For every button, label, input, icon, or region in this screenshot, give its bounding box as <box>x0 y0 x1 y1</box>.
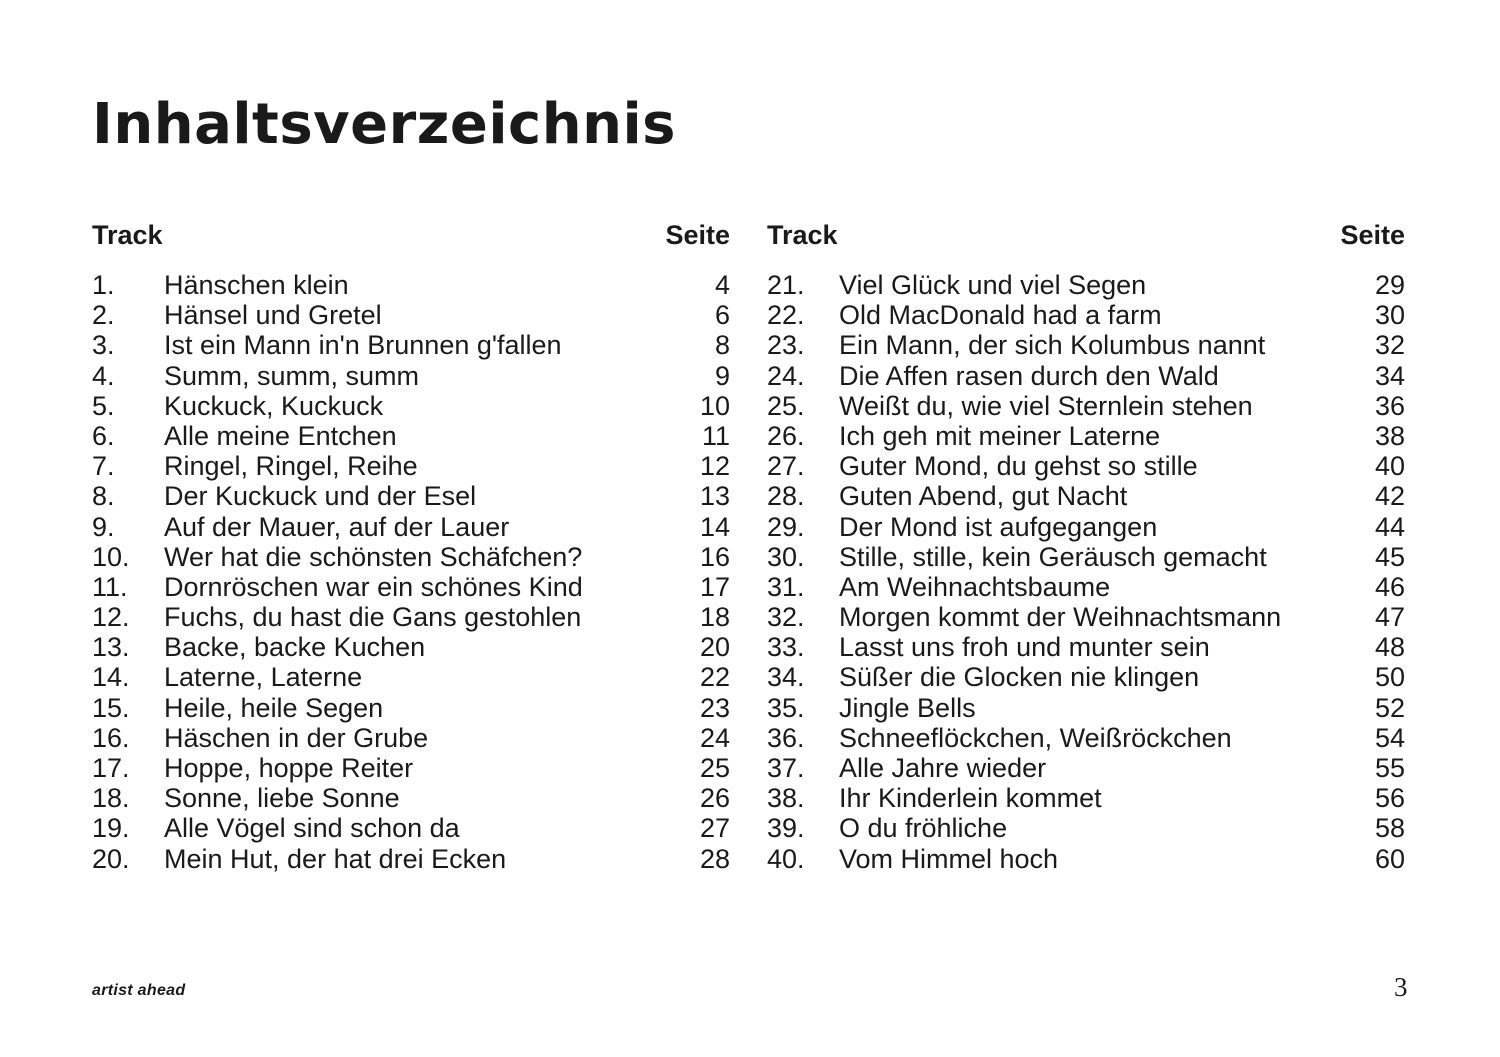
entry-title: Vom Himmel hoch <box>839 843 1059 874</box>
entry-title: Alle meine Entchen <box>164 420 397 451</box>
entry-number: 30. <box>767 541 805 572</box>
entry-page: 42 <box>1374 481 1405 512</box>
entry-page: 55 <box>1374 753 1405 783</box>
entry-number: 6. <box>92 420 115 451</box>
entry-title: Am Weihnachtsbaume <box>839 571 1111 602</box>
toc-entry <box>767 572 1405 602</box>
entry-title: Guten Abend, gut Nacht <box>839 481 1128 512</box>
toc-entry <box>92 632 730 662</box>
entry-number: 24. <box>767 360 805 391</box>
toc-column-left <box>92 220 730 874</box>
entry-page: 18 <box>699 602 730 633</box>
entry-page: 28 <box>699 843 730 874</box>
entry-number: 18. <box>92 783 130 814</box>
entry-number: 23. <box>767 330 805 361</box>
entry-title: Morgen kommt der Weihnachtsmann <box>839 602 1282 633</box>
entry-number: 13. <box>92 632 130 663</box>
toc-entry <box>92 542 730 572</box>
brand-logo: artist ahead <box>92 982 186 999</box>
entry-number: 9. <box>92 511 115 542</box>
entry-page: 11 <box>701 420 730 451</box>
entry-number: 17. <box>92 753 130 783</box>
entry-number: 3. <box>92 330 115 361</box>
entry-page: 20 <box>699 632 730 663</box>
entry-number: 15. <box>92 692 130 723</box>
entry-page: 44 <box>1374 511 1405 542</box>
entry-number: 22. <box>767 300 805 331</box>
toc-list <box>767 270 1405 874</box>
toc-entry <box>92 330 730 360</box>
entry-title: Alle Jahre wieder <box>839 753 1047 783</box>
entry-title: Hoppe, hoppe Reiter <box>164 753 414 783</box>
entry-page: 23 <box>699 692 730 723</box>
entry-number: 31. <box>767 571 805 602</box>
toc-entry <box>92 361 730 391</box>
entry-title: Viel Glück und viel Segen <box>839 270 1147 300</box>
toc-entry <box>92 572 730 602</box>
toc-entry <box>92 662 730 692</box>
entry-number: 25. <box>767 390 805 421</box>
entry-number: 40. <box>767 843 805 874</box>
seite-header: Seite <box>665 220 730 250</box>
seite-header: Seite <box>1340 220 1405 250</box>
entry-number: 19. <box>92 813 130 844</box>
entry-title: Sonne, liebe Sonne <box>164 783 400 814</box>
toc-entry <box>767 662 1405 692</box>
entry-number: 35. <box>767 692 805 723</box>
toc-entry <box>92 270 730 300</box>
entry-title: Hänsel und Gretel <box>164 300 382 331</box>
entry-title: Alle Vögel sind schon da <box>164 813 460 844</box>
entry-title: Stille, stille, kein Geräusch gemacht <box>839 541 1267 572</box>
entry-page: 60 <box>1374 843 1405 874</box>
entry-number: 26. <box>767 420 805 451</box>
entry-title: Summ, summ, summ <box>164 360 420 391</box>
entry-title: Heile, heile Segen <box>164 692 384 723</box>
entry-number: 20. <box>92 843 130 874</box>
toc-entry <box>767 330 1405 360</box>
toc-entry <box>92 783 730 813</box>
entry-number: 27. <box>767 451 805 482</box>
entry-page: 29 <box>1374 270 1405 300</box>
entry-number: 38. <box>767 783 805 814</box>
toc-entry <box>767 391 1405 421</box>
entry-title: Hänschen klein <box>164 270 349 300</box>
entry-number: 36. <box>767 722 805 753</box>
toc-entry <box>92 300 730 330</box>
entry-page: 10 <box>699 390 730 421</box>
entry-page: 46 <box>1374 571 1405 602</box>
entry-page: 58 <box>1374 813 1405 844</box>
entry-number: 4. <box>92 360 115 391</box>
entry-page: 32 <box>1374 330 1405 361</box>
entry-page: 45 <box>1374 541 1405 572</box>
entry-number: 2. <box>92 300 115 331</box>
entry-number: 16. <box>92 722 130 753</box>
track-header: Track <box>767 220 838 250</box>
toc-entry <box>767 813 1405 843</box>
entry-page: 38 <box>1374 420 1405 451</box>
entry-page: 4 <box>714 270 730 300</box>
toc-header <box>767 220 1405 270</box>
toc-entry <box>92 391 730 421</box>
entry-page: 24 <box>699 722 730 753</box>
entry-title: Weißt du, wie viel Sternlein stehen <box>839 390 1253 421</box>
entry-number: 1. <box>92 270 115 300</box>
toc-entry <box>767 361 1405 391</box>
track-header: Track <box>92 220 163 250</box>
toc-entry <box>767 723 1405 753</box>
entry-number: 7. <box>92 451 115 482</box>
entry-page: 26 <box>699 783 730 814</box>
entry-title: Old MacDonald had a farm <box>839 300 1162 331</box>
toc-entry <box>767 753 1405 783</box>
entry-number: 32. <box>767 602 805 633</box>
entry-page: 6 <box>714 300 730 331</box>
entry-title: Laterne, Laterne <box>164 662 363 693</box>
entry-number: 14. <box>92 662 130 693</box>
toc-entry <box>92 451 730 481</box>
entry-title: Der Mond ist aufgegangen <box>839 511 1158 542</box>
toc-entry <box>767 481 1405 511</box>
toc-column-right <box>767 220 1405 874</box>
entry-title: Häschen in der Grube <box>164 722 429 753</box>
entry-title: Ringel, Ringel, Reihe <box>164 451 418 482</box>
toc-header <box>92 220 730 270</box>
entry-title: Schneeflöckchen, Weißröckchen <box>839 722 1232 753</box>
entry-title: Kuckuck, Kuckuck <box>164 390 384 421</box>
entry-number: 21. <box>767 270 805 300</box>
entry-number: 12. <box>92 602 130 633</box>
entry-page: 17 <box>699 571 730 602</box>
toc-entry <box>92 512 730 542</box>
entry-number: 37. <box>767 753 805 783</box>
entry-page: 36 <box>1374 390 1405 421</box>
entry-page: 16 <box>699 541 730 572</box>
entry-title: Die Affen rasen durch den Wald <box>839 360 1219 391</box>
entry-number: 8. <box>92 481 115 512</box>
entry-title: Ihr Kinderlein kommet <box>839 783 1102 814</box>
entry-title: Guter Mond, du gehst so stille <box>839 451 1198 482</box>
entry-page: 9 <box>714 360 730 391</box>
toc-entry <box>767 693 1405 723</box>
entry-title: Jingle Bells <box>839 692 976 723</box>
entry-number: 34. <box>767 662 805 693</box>
entry-title: Auf der Mauer, auf der Lauer <box>164 511 510 542</box>
page-title: Inhaltsverzeichnis <box>92 92 676 157</box>
toc-entry <box>92 602 730 632</box>
toc-entry <box>92 723 730 753</box>
entry-number: 11. <box>92 571 128 602</box>
toc-entry <box>92 844 730 874</box>
toc-entry <box>767 451 1405 481</box>
entry-title: Ein Mann, der sich Kolumbus nannt <box>839 330 1266 361</box>
entry-page: 27 <box>699 813 730 844</box>
entry-title: Fuchs, du hast die Gans gestohlen <box>164 602 582 633</box>
toc-entry <box>767 421 1405 451</box>
entry-title: Der Kuckuck und der Esel <box>164 481 477 512</box>
toc-entry <box>92 421 730 451</box>
toc-entry <box>92 813 730 843</box>
toc-entry <box>92 693 730 723</box>
entry-page: 52 <box>1374 692 1405 723</box>
entry-title: Backe, backe Kuchen <box>164 632 426 663</box>
entry-title: Dornröschen war ein schönes Kind <box>164 571 583 602</box>
entry-page: 56 <box>1374 783 1405 814</box>
entry-page: 12 <box>699 451 730 482</box>
entry-page: 30 <box>1374 300 1405 331</box>
entry-page: 13 <box>699 481 730 512</box>
entry-number: 39. <box>767 813 805 844</box>
entry-number: 29. <box>767 511 805 542</box>
entry-title: Süßer die Glocken nie klingen <box>839 662 1200 693</box>
toc-entry <box>767 632 1405 662</box>
toc-entry <box>767 300 1405 330</box>
entry-page: 47 <box>1374 602 1405 633</box>
page-number: 3 <box>1394 972 1408 1002</box>
toc-list <box>92 270 730 874</box>
entry-page: 50 <box>1374 662 1405 693</box>
entry-page: 54 <box>1374 722 1405 753</box>
entry-number: 10. <box>92 541 130 572</box>
toc-entry <box>92 481 730 511</box>
entry-title: O du fröhliche <box>839 813 1008 844</box>
entry-page: 40 <box>1374 451 1405 482</box>
toc-entry <box>767 512 1405 542</box>
entry-title: Ist ein Mann in'n Brunnen g'fallen <box>164 330 562 361</box>
entry-page: 8 <box>714 330 730 361</box>
toc-entry <box>767 602 1405 632</box>
entry-page: 25 <box>699 753 730 783</box>
entry-page: 14 <box>699 511 730 542</box>
entry-page: 48 <box>1374 632 1405 663</box>
entry-title: Ich geh mit meiner Laterne <box>839 420 1161 451</box>
entry-title: Mein Hut, der hat drei Ecken <box>164 843 507 874</box>
toc-entry <box>767 844 1405 874</box>
entry-page: 22 <box>699 662 730 693</box>
entry-number: 5. <box>92 390 115 421</box>
entry-page: 34 <box>1374 360 1405 391</box>
entry-title: Lasst uns froh und munter sein <box>839 632 1210 663</box>
entry-number: 33. <box>767 632 805 663</box>
toc-entry <box>767 783 1405 813</box>
toc-entry <box>92 753 730 783</box>
entry-number: 28. <box>767 481 805 512</box>
entry-title: Wer hat die schönsten Schäfchen? <box>164 541 583 572</box>
toc-entry <box>767 270 1405 300</box>
toc-entry <box>767 542 1405 572</box>
